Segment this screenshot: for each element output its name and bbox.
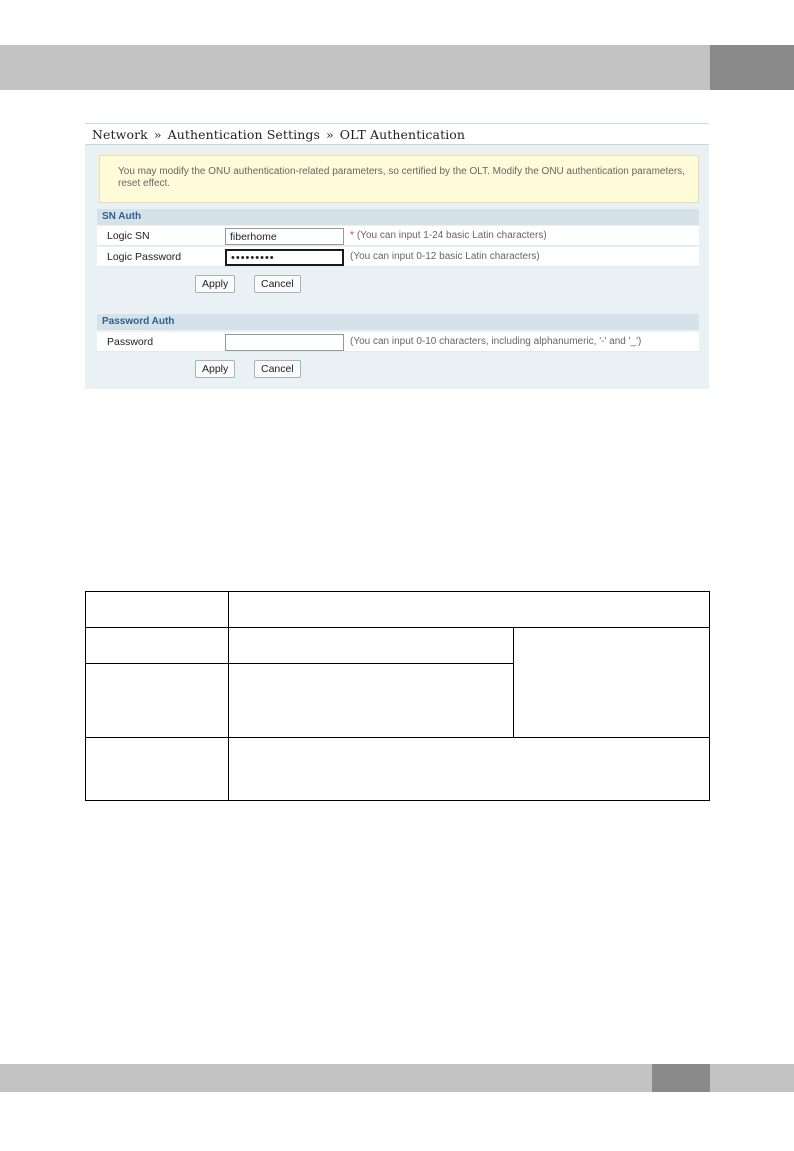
info-notice: You may modify the ONU authentication-related parameters, so certified by the OLT. Modify the ONU authentication parameters, reset effect.: [99, 155, 699, 203]
section-password-auth-title: Password Auth: [97, 314, 699, 330]
table-cell: [229, 738, 710, 801]
table-row: [86, 592, 710, 628]
page-header-block: [710, 45, 794, 90]
breadcrumb-item-authentication-settings[interactable]: Authentication Settings: [167, 127, 321, 142]
logic-sn-hint-text: (You can input 1-24 basic Latin characters): [356, 230, 547, 241]
password-input[interactable]: [225, 334, 344, 351]
section-sn-auth-title: SN Auth: [97, 209, 699, 225]
password-auth-cancel-button[interactable]: Cancel: [254, 360, 301, 378]
logic-sn-label: Logic SN: [107, 230, 150, 242]
password-hint: (You can input 0-10 characters, including alphanumeric, '-' and '_'): [350, 336, 642, 347]
parameter-table: [85, 591, 710, 801]
table-cell: [514, 628, 710, 738]
table-cell: [229, 628, 514, 664]
logic-password-hint: (You can input 0-12 basic Latin characters): [350, 251, 540, 262]
logic-sn-input[interactable]: [225, 228, 344, 245]
logic-password-input[interactable]: [225, 249, 344, 266]
olt-authentication-screenshot: [85, 123, 709, 389]
password-label: Password: [107, 336, 154, 348]
table-cell: [229, 592, 710, 628]
logic-password-label: Logic Password: [107, 251, 182, 263]
table-cell: [86, 664, 229, 738]
breadcrumb-separator: »: [153, 127, 162, 142]
table-cell: [229, 664, 514, 738]
breadcrumb-item-olt-authentication: OLT Authentication: [339, 127, 466, 142]
breadcrumb-separator: »: [326, 127, 334, 142]
required-mark: *: [350, 230, 354, 241]
sn-auth-cancel-button[interactable]: Cancel: [254, 275, 301, 293]
page-footer-block: [652, 1064, 710, 1092]
password-auth-apply-button[interactable]: Apply: [195, 360, 235, 378]
table-cell: [86, 592, 229, 628]
breadcrumb: [85, 123, 709, 145]
logic-password-row: [97, 247, 699, 267]
page-header-bar: [0, 45, 794, 90]
table-cell: [86, 738, 229, 801]
sn-auth-apply-button[interactable]: Apply: [195, 275, 235, 293]
table-cell: [86, 628, 229, 664]
table-row: [86, 628, 710, 664]
logic-sn-row: [97, 226, 699, 246]
table-row: [86, 738, 710, 801]
logic-sn-hint: [350, 230, 547, 241]
breadcrumb-item-network[interactable]: Network: [92, 127, 148, 142]
password-row: [97, 332, 699, 352]
